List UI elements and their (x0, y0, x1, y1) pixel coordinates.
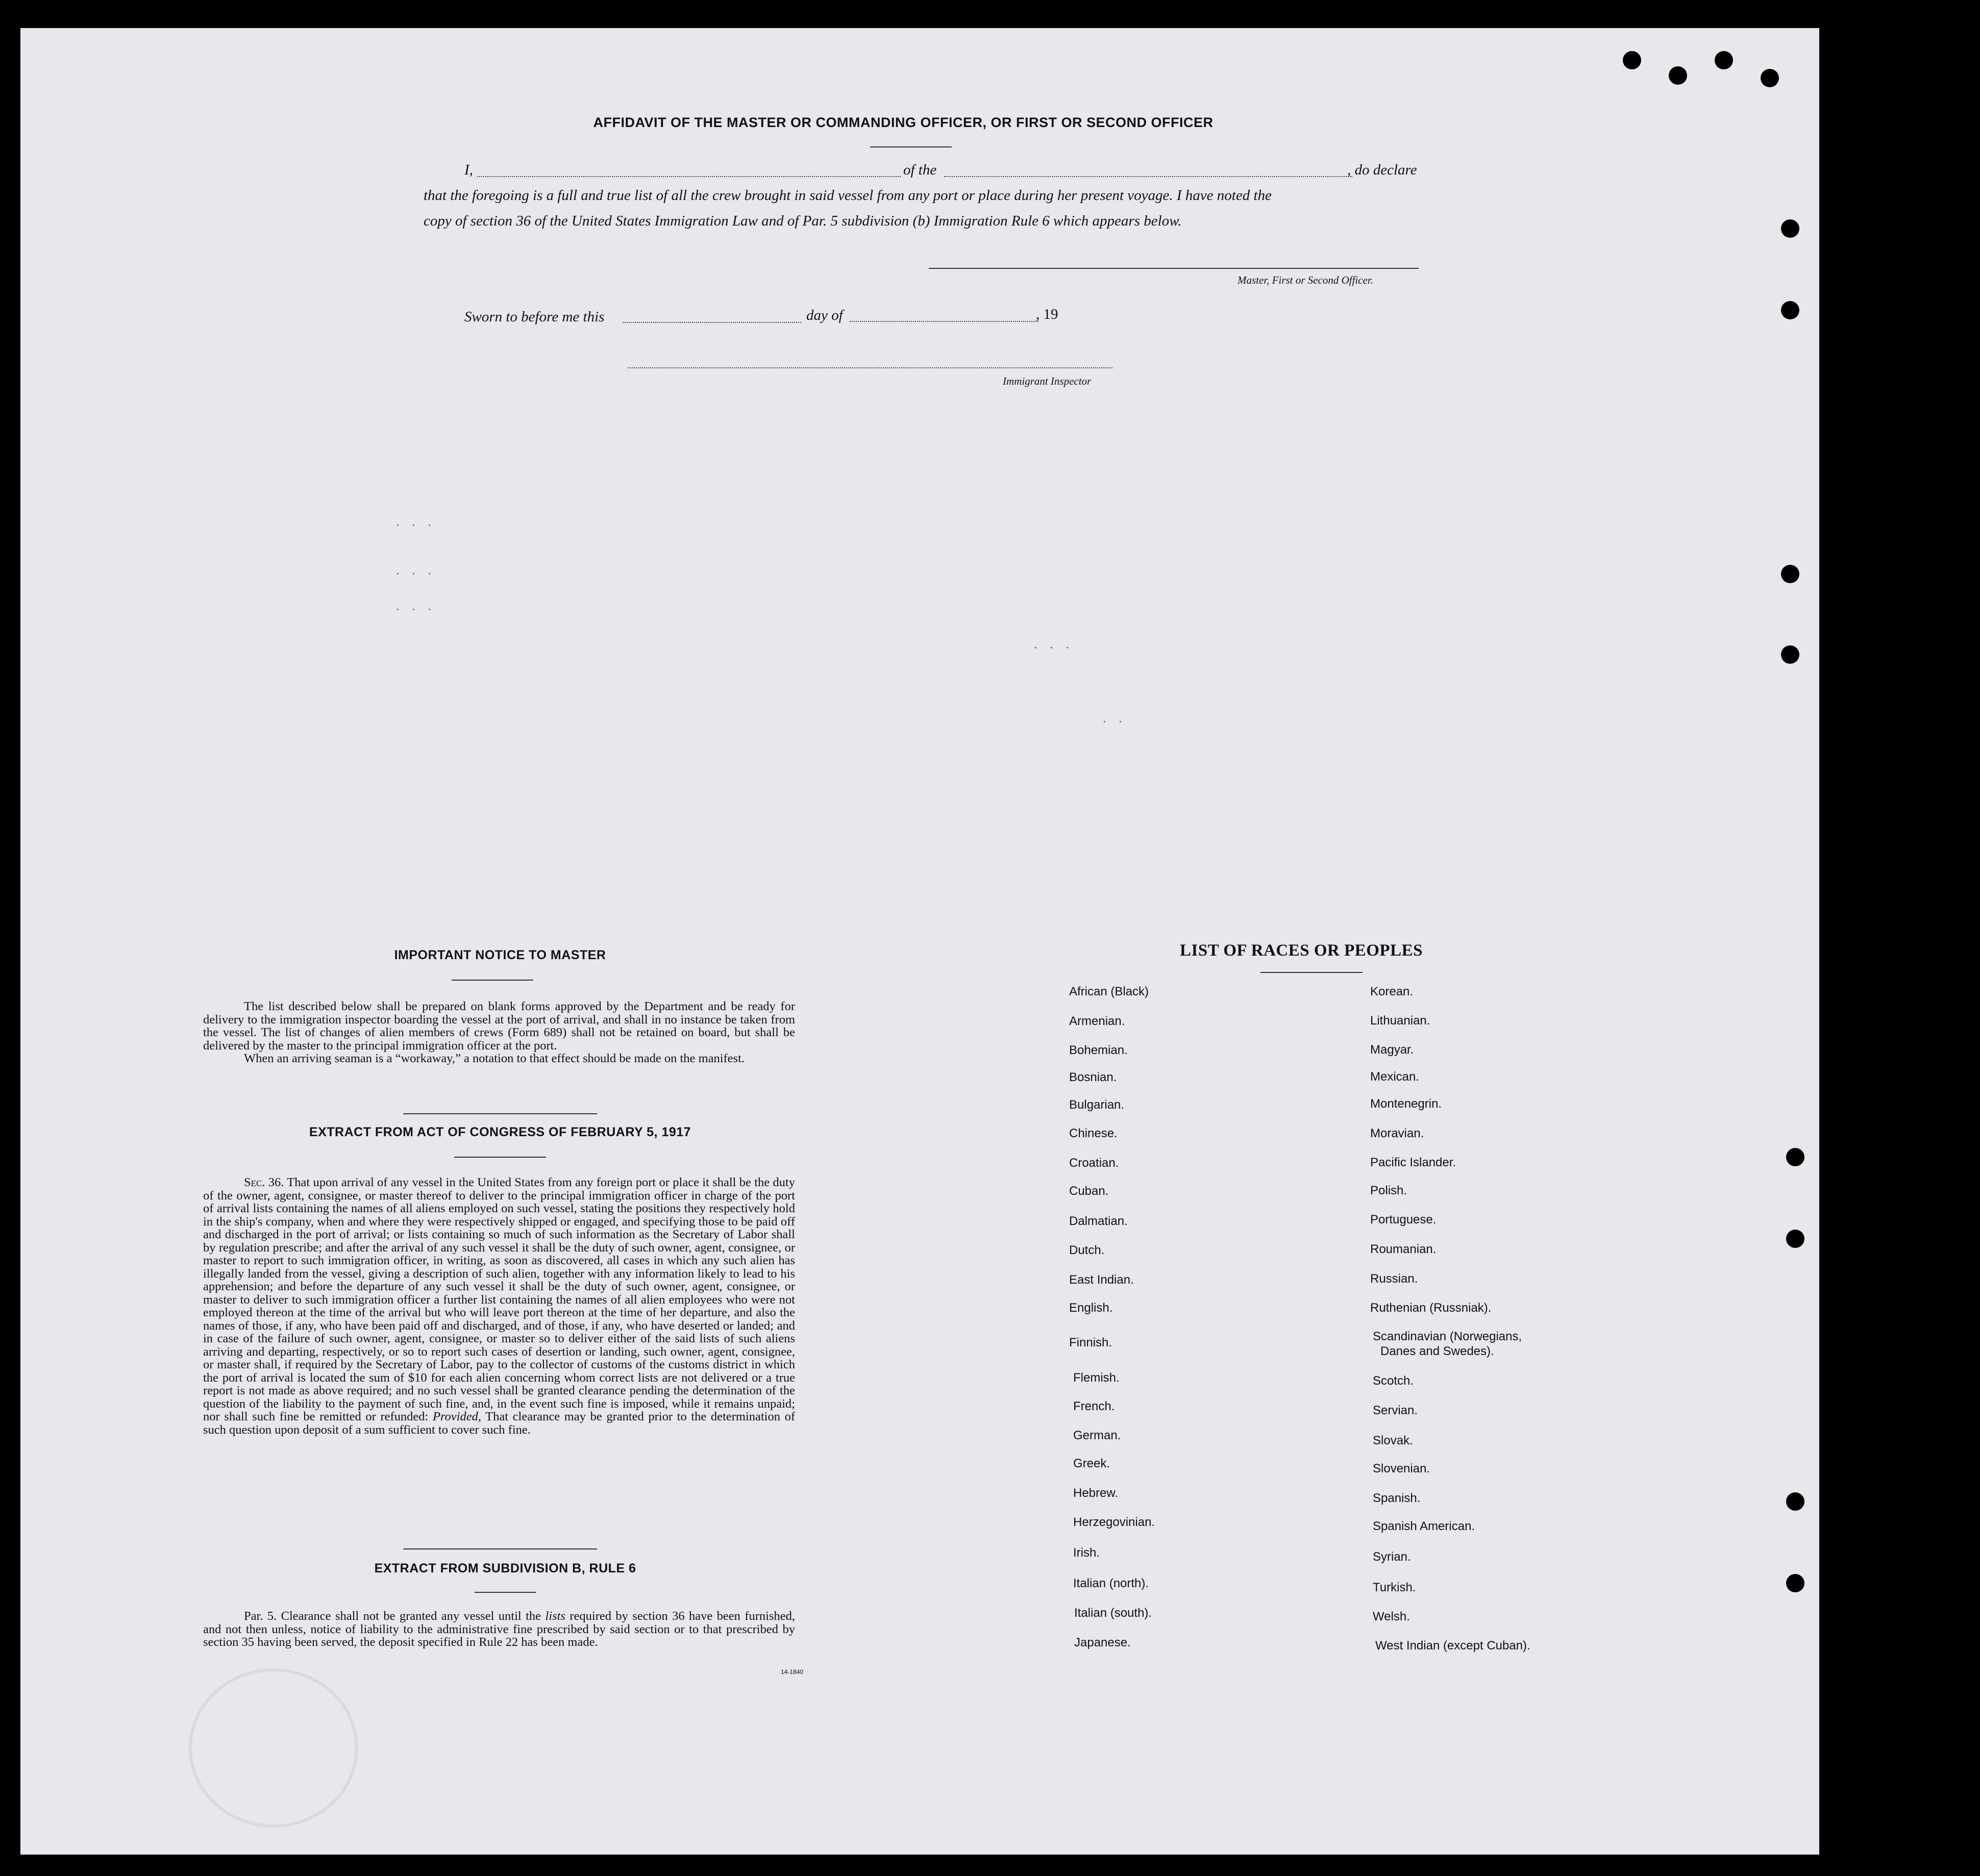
divider (475, 1592, 536, 1593)
race-item: Bulgarian. (1069, 1098, 1125, 1112)
race-item: Portuguese. (1370, 1213, 1437, 1227)
race-item: Mexican. (1370, 1070, 1420, 1084)
of-the-label: of the (903, 162, 937, 178)
sworn-day-field[interactable] (623, 322, 801, 323)
race-item: Montenegrin. (1370, 1097, 1442, 1111)
punch-hole-icon (1623, 51, 1641, 69)
punch-hole-icon (1786, 1230, 1804, 1248)
affidavit-line-3: copy of section 36 of the United States Immigration Law and of Par. 5 subdivision (b) Immigration Rule 6 which appears below. (424, 213, 1182, 229)
race-item: West Indian (except Cuban). (1375, 1639, 1530, 1653)
day-of-label: day of (806, 307, 843, 323)
punch-hole-icon (1715, 51, 1733, 69)
master-signature-caption: Master, First or Second Officer. (1238, 274, 1373, 286)
affidavit-line-2: that the foregoing is a full and true list of all the crew brought in said vessel from any port or place during her present voyage. I have noted the (424, 187, 1272, 204)
par-5-text: Par. 5. Clearance shall not be granted any vessel until the lists required by section 36 have been furnished, and not then unless, notice of liability to the administrative fine prescribed by said section or to that prescribed by section 35 having been served, the deposit specified in Rule 22 has been made. (203, 1609, 795, 1649)
race-item: Turkish. (1373, 1581, 1416, 1594)
divider (403, 1548, 597, 1549)
master-signature-line[interactable] (929, 268, 1419, 269)
notice-title: IMPORTANT NOTICE TO MASTER (394, 948, 606, 962)
race-item: Italian (south). (1074, 1606, 1152, 1620)
inspector-signature-line[interactable] (628, 367, 1112, 368)
race-item: Magyar. (1370, 1043, 1414, 1057)
act-extract-title: EXTRACT FROM ACT OF CONGRESS OF FEBRUARY 5, 1917 (309, 1125, 691, 1139)
race-item: Roumanian. (1370, 1242, 1437, 1256)
sworn-month-field[interactable] (850, 321, 1038, 322)
race-item: Slovenian. (1373, 1462, 1430, 1475)
race-item: Korean. (1370, 985, 1414, 998)
punch-hole-icon (1669, 66, 1687, 85)
divider (452, 980, 533, 981)
race-item: Syrian. (1373, 1550, 1411, 1564)
race-item: Scotch. (1373, 1374, 1414, 1388)
race-item: Lithuanian. (1370, 1014, 1430, 1028)
punch-hole-icon (1781, 565, 1799, 583)
race-item: Danes and Swedes). (1380, 1344, 1494, 1358)
race-item: Bohemian. (1069, 1043, 1128, 1057)
punch-hole-icon (1786, 1492, 1804, 1511)
rule-extract-title: EXTRACT FROM SUBDIVISION B, RULE 6 (374, 1561, 636, 1575)
affidavit-title: AFFIDAVIT OF THE MASTER OR COMMANDING OFFICER, OR FIRST OR SECOND OFFICER (593, 115, 1214, 130)
race-item: Welsh. (1373, 1610, 1410, 1623)
declarant-name-field[interactable] (477, 176, 901, 177)
inspector-caption: Immigrant Inspector (1003, 375, 1092, 387)
punch-hole-icon (1786, 1574, 1804, 1592)
declare-label: , do declare (1347, 162, 1417, 178)
punch-hole-icon (1781, 219, 1799, 238)
race-item: Ruthenian (Russniak). (1370, 1301, 1492, 1315)
stray-marks: · · · (395, 602, 436, 617)
year-label: , 19 (1036, 306, 1058, 322)
stray-marks: · · (1102, 714, 1127, 729)
declarant-label: I, (464, 162, 473, 178)
race-item: Cuban. (1069, 1184, 1109, 1198)
race-item: Italian (north). (1073, 1577, 1149, 1590)
divider (1260, 972, 1363, 973)
race-item: African (Black) (1069, 985, 1149, 998)
vessel-name-field[interactable] (944, 176, 1352, 177)
race-item: Armenian. (1069, 1014, 1125, 1028)
punch-hole-icon (1761, 69, 1779, 87)
race-item: Bosnian. (1069, 1070, 1117, 1084)
race-item: Spanish. (1373, 1491, 1421, 1505)
race-item: Croatian. (1069, 1156, 1119, 1170)
races-title: LIST OF RACES OR PEOPLES (1180, 941, 1423, 960)
punch-hole-icon (1786, 1148, 1804, 1166)
race-item: Flemish. (1073, 1371, 1120, 1385)
race-item: Russian. (1370, 1272, 1418, 1286)
punch-hole-icon (1781, 301, 1799, 319)
race-item: English. (1069, 1301, 1113, 1315)
section-36-text: Sec. 36. That upon arrival of any vessel in the United States from any foreign port or place it shall be the duty of the owner, agent, consignee, or master thereof to deliver to the principal immigration officer in charge of the port of arrival lists containing the names of all aliens employed on such vessel, stating the positions they respectively hold in the ship's company, when and where they were respectively shipped or engaged, and specifying those to be paid off and discharged in the port of arrival; or lists containing so much of such information as the Secretary of Labor shall by regulation prescribe; and after the arrival of any such vessel it shall be the duty of such owner, agent, consignee, or master to report to such immigration officer, in writing, as soon as discovered, all cases in which any such alien has illegally landed from the vessel, giving a description of such alien, together with any information likely to lead to his apprehension; and before the departure of any such vessel it shall be the duty of such owner, agent, consignee, or master to deliver to such immigration officer a further list containing the names of all alien employees who were not employed thereon at the time of the arrival but who will leave port thereon at the time of her departure, and also the names of those, if any, who have been paid off and discharged, and of those, if any, who have deserted or landed; and in case of the failure of such owner, agent, consignee, or master so to deliver either of the said lists of such aliens arriving and departing, respectively, or so to report such cases of desertion or landing, such owner, agent, consignee, or master shall, if required by the Secretary of Labor, pay to the collector of customs of the customs district in which the port of arrival is located the sum of $10 for each alien concerning whom correct lists are not delivered or a true report is not made as above required; and no such vessel shall be granted clearance pending the determination of the question of the liability to the payment of such fine, and, in the event such fine is imposed, while it remains unpaid; nor shall such fine be remitted or refunded: Provided, That clearance may be granted prior to the determination of such question upon deposit of a sum sufficient to cover such fine. (203, 1175, 795, 1437)
divider (870, 146, 952, 147)
race-item: French. (1073, 1399, 1115, 1413)
race-item: Moravian. (1370, 1127, 1424, 1140)
race-item: Irish. (1073, 1546, 1100, 1560)
stray-marks: · · · (395, 518, 436, 533)
race-item: Hebrew. (1073, 1486, 1119, 1500)
race-item: Dalmatian. (1069, 1214, 1128, 1228)
divider (403, 1113, 597, 1114)
race-item: Greek. (1073, 1457, 1110, 1470)
race-item: Polish. (1370, 1184, 1407, 1197)
stray-marks: · · · (1033, 640, 1074, 655)
document-page (20, 28, 1819, 1855)
race-item: Pacific Islander. (1370, 1156, 1456, 1169)
punch-hole-icon (1781, 645, 1799, 664)
embossed-seal (189, 1668, 358, 1828)
race-item: Servian. (1373, 1404, 1418, 1417)
race-item: Herzegovinian. (1073, 1515, 1155, 1529)
race-item: Scandinavian (Norwegians, (1373, 1330, 1522, 1343)
race-item: Slovak. (1373, 1434, 1413, 1447)
race-item: East Indian. (1069, 1273, 1134, 1287)
race-item: Chinese. (1069, 1127, 1118, 1140)
race-item: Finnish. (1069, 1336, 1112, 1349)
notice-paragraph: The list described below shall be prepared on blank forms approved by the Department and be ready for delivery to the immigration inspector boarding the vessel at the port of arrival, and shall in no instance be taken from the vessel. The list of changes of alien members of crews (Form 689) shall not be retained on board, but shall be delivered by the master to the principal immigration officer at the port. When an arriving seaman is a “workaway,” a notation to that effect should be made on the manifest. (203, 999, 795, 1065)
form-number: 14-1840 (781, 1668, 804, 1675)
divider (454, 1157, 546, 1158)
race-item: Japanese. (1074, 1636, 1131, 1649)
race-item: German. (1073, 1429, 1121, 1442)
stray-marks: · · · (395, 566, 436, 581)
sworn-label: Sworn to before me this (464, 309, 605, 325)
race-item: Spanish American. (1373, 1519, 1475, 1533)
race-item: Dutch. (1069, 1243, 1105, 1257)
